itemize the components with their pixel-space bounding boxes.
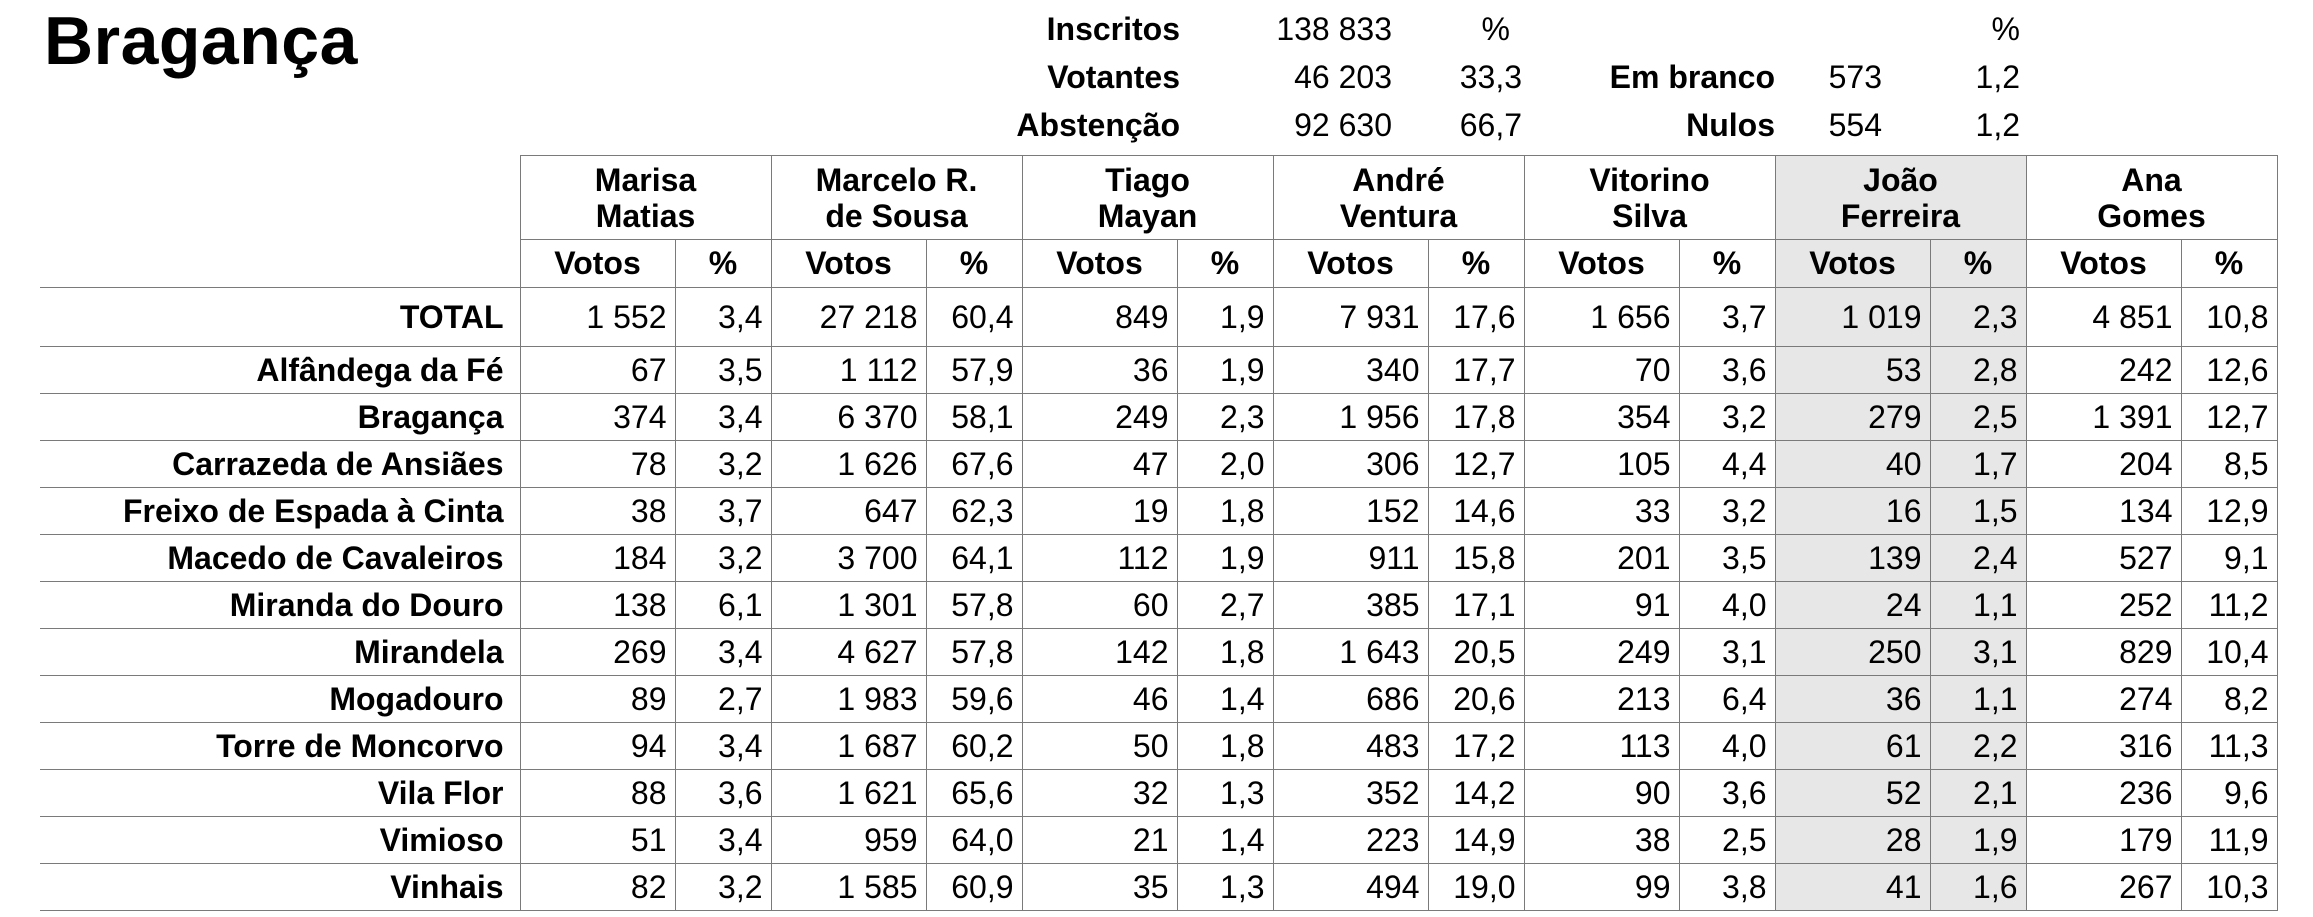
pct-cell: 3,7	[675, 488, 771, 535]
votes-cell: 279	[1775, 394, 1930, 441]
pct-cell: 1,4	[1177, 817, 1273, 864]
votes-cell: 36	[1022, 347, 1177, 394]
row-label: Torre de Moncorvo	[40, 723, 520, 770]
votes-cell: 7 931	[1273, 288, 1428, 347]
summary-value-abstention: 92 630	[1294, 107, 1392, 143]
votes-cell: 24	[1775, 582, 1930, 629]
votes-cell: 21	[1022, 817, 1177, 864]
votes-cell: 46	[1022, 676, 1177, 723]
pct-cell: 1,9	[1177, 347, 1273, 394]
votes-cell: 1 687	[771, 723, 926, 770]
pct-cell: 2,4	[1930, 535, 2026, 582]
row-label: Miranda do Douro	[40, 582, 520, 629]
pct-cell: 17,6	[1428, 288, 1524, 347]
votes-cell: 41	[1775, 864, 1930, 911]
votes-cell: 1 621	[771, 770, 926, 817]
table-row	[40, 770, 2277, 817]
votes-cell: 60	[1022, 582, 1177, 629]
row-label: Vinhais	[40, 864, 520, 911]
table-row	[40, 629, 2277, 676]
pct-cell: 1,1	[1930, 676, 2026, 723]
pct-cell: 2,7	[675, 676, 771, 723]
pct-cell: 1,3	[1177, 864, 1273, 911]
votes-cell: 242	[2026, 347, 2181, 394]
row-label: TOTAL	[40, 288, 520, 347]
corner-blank-sub	[40, 240, 520, 288]
pct-cell: 20,5	[1428, 629, 1524, 676]
pct-cell: 12,9	[2181, 488, 2277, 535]
summary-value-registered: 138 833	[1276, 11, 1392, 47]
pct-cell: 11,3	[2181, 723, 2277, 770]
votes-cell: 138	[520, 582, 675, 629]
subheader-row	[40, 240, 2277, 288]
pct-cell: 17,7	[1428, 347, 1524, 394]
summary-label-registered: Inscritos	[1046, 11, 1180, 47]
candidate-header-joao-ferreira: João Ferreira	[1775, 156, 2026, 240]
votes-cell: 38	[520, 488, 675, 535]
votes-cell: 306	[1273, 441, 1428, 488]
votes-cell: 70	[1524, 347, 1679, 394]
votes-cell: 36	[1775, 676, 1930, 723]
summary-pct-abstention: 66,7	[1459, 107, 1522, 143]
pct-cell: 3,4	[675, 817, 771, 864]
pct-cell: 3,1	[1930, 629, 2026, 676]
pct-cell: 1,8	[1177, 629, 1273, 676]
votes-cell: 352	[1273, 770, 1428, 817]
pct-cell: 2,2	[1930, 723, 2026, 770]
votes-subheader: Votos	[2026, 240, 2181, 288]
pct-cell: 1,9	[1177, 288, 1273, 347]
votes-cell: 250	[1775, 629, 1930, 676]
votes-cell: 51	[520, 817, 675, 864]
votes-cell: 105	[1524, 441, 1679, 488]
results-body	[40, 288, 2277, 911]
summary-pct-voters: 33,3	[1459, 59, 1522, 95]
table-row	[40, 535, 2277, 582]
row-label: Carrazeda de Ansiães	[40, 441, 520, 488]
pct-cell: 11,2	[2181, 582, 2277, 629]
pct-cell: 4,0	[1679, 723, 1775, 770]
votes-cell: 61	[1775, 723, 1930, 770]
pct-cell: 17,1	[1428, 582, 1524, 629]
votes-cell: 269	[520, 629, 675, 676]
votes-cell: 354	[1524, 394, 1679, 441]
votes-cell: 142	[1022, 629, 1177, 676]
votes-cell: 53	[1775, 347, 1930, 394]
pct-cell: 9,1	[2181, 535, 2277, 582]
pct-cell: 14,2	[1428, 770, 1524, 817]
pct-cell: 19,0	[1428, 864, 1524, 911]
table-row	[40, 817, 2277, 864]
pct-cell: 11,9	[2181, 817, 2277, 864]
pct-cell: 12,7	[2181, 394, 2277, 441]
votes-cell: 959	[771, 817, 926, 864]
summary-pct-null: 1,2	[1975, 107, 2020, 143]
candidate-header-vitorino-silva: Vitorino Silva	[1524, 156, 1775, 240]
pct-cell: 59,6	[926, 676, 1022, 723]
votes-cell: 849	[1022, 288, 1177, 347]
votes-cell: 1 626	[771, 441, 926, 488]
votes-cell: 94	[520, 723, 675, 770]
row-label: Freixo de Espada à Cinta	[40, 488, 520, 535]
votes-cell: 88	[520, 770, 675, 817]
votes-cell: 249	[1022, 394, 1177, 441]
votes-cell: 32	[1022, 770, 1177, 817]
votes-cell: 112	[1022, 535, 1177, 582]
candidate-header-tiago-mayan: Tiago Mayan	[1022, 156, 1273, 240]
pct-cell: 1,8	[1177, 488, 1273, 535]
pct-cell: 65,6	[926, 770, 1022, 817]
votes-cell: 82	[520, 864, 675, 911]
pct-subheader: %	[1428, 240, 1524, 288]
row-label: Vimioso	[40, 817, 520, 864]
pct-cell: 1,6	[1930, 864, 2026, 911]
votes-cell: 316	[2026, 723, 2181, 770]
row-label: Vila Flor	[40, 770, 520, 817]
votes-cell: 52	[1775, 770, 1930, 817]
row-label: Macedo de Cavaleiros	[40, 535, 520, 582]
pct-cell: 2,3	[1177, 394, 1273, 441]
pct-cell: 3,4	[675, 723, 771, 770]
pct-cell: 6,4	[1679, 676, 1775, 723]
votes-cell: 78	[520, 441, 675, 488]
votes-subheader: Votos	[771, 240, 926, 288]
votes-cell: 1 019	[1775, 288, 1930, 347]
pct-cell: 3,5	[1679, 535, 1775, 582]
votes-cell: 134	[2026, 488, 2181, 535]
votes-cell: 3 700	[771, 535, 926, 582]
row-label: Alfândega da Fé	[40, 347, 520, 394]
summary-value-blank: 573	[1828, 59, 1882, 95]
votes-cell: 1 983	[771, 676, 926, 723]
votes-cell: 483	[1273, 723, 1428, 770]
summary-label-abstention: Abstenção	[1016, 107, 1180, 143]
pct-cell: 3,1	[1679, 629, 1775, 676]
pct-cell: 3,2	[675, 864, 771, 911]
district-title: Bragança	[44, 3, 358, 79]
pct-cell: 17,8	[1428, 394, 1524, 441]
pct-cell: 58,1	[926, 394, 1022, 441]
votes-cell: 527	[2026, 535, 2181, 582]
pct-cell: 57,8	[926, 629, 1022, 676]
pct-cell: 3,4	[675, 288, 771, 347]
pct-cell: 8,5	[2181, 441, 2277, 488]
pct-cell: 62,3	[926, 488, 1022, 535]
votes-cell: 1 643	[1273, 629, 1428, 676]
pct-cell: 4,0	[1679, 582, 1775, 629]
pct-cell: 2,5	[1930, 394, 2026, 441]
pct-cell: 1,8	[1177, 723, 1273, 770]
pct-cell: 2,7	[1177, 582, 1273, 629]
votes-cell: 1 656	[1524, 288, 1679, 347]
votes-cell: 67	[520, 347, 675, 394]
votes-cell: 201	[1524, 535, 1679, 582]
votes-cell: 385	[1273, 582, 1428, 629]
votes-cell: 236	[2026, 770, 2181, 817]
table-row	[40, 582, 2277, 629]
votes-cell: 829	[2026, 629, 2181, 676]
pct-cell: 3,6	[675, 770, 771, 817]
candidate-header-row	[40, 156, 2277, 240]
total-row	[40, 288, 2277, 347]
pct-subheader: %	[675, 240, 771, 288]
summary-label-blank: Em branco	[1609, 59, 1775, 95]
pct-cell: 3,2	[675, 535, 771, 582]
pct-subheader: %	[2181, 240, 2277, 288]
results-table	[40, 155, 2278, 911]
row-label: Bragança	[40, 394, 520, 441]
pct-cell: 60,9	[926, 864, 1022, 911]
votes-subheader: Votos	[520, 240, 675, 288]
votes-cell: 113	[1524, 723, 1679, 770]
pct-cell: 9,6	[2181, 770, 2277, 817]
pct-cell: 10,4	[2181, 629, 2277, 676]
table-row	[40, 864, 2277, 911]
votes-cell: 1 552	[520, 288, 675, 347]
votes-cell: 47	[1022, 441, 1177, 488]
pct-cell: 20,6	[1428, 676, 1524, 723]
votes-cell: 267	[2026, 864, 2181, 911]
pct-cell: 60,2	[926, 723, 1022, 770]
candidate-header-andre-ventura: André Ventura	[1273, 156, 1524, 240]
pct-cell: 12,6	[2181, 347, 2277, 394]
pct-cell: 1,9	[1930, 817, 2026, 864]
votes-cell: 152	[1273, 488, 1428, 535]
pct-cell: 57,9	[926, 347, 1022, 394]
votes-cell: 1 391	[2026, 394, 2181, 441]
pct-cell: 15,8	[1428, 535, 1524, 582]
pct-cell: 67,6	[926, 441, 1022, 488]
votes-cell: 16	[1775, 488, 1930, 535]
votes-subheader: Votos	[1775, 240, 1930, 288]
votes-subheader: Votos	[1524, 240, 1679, 288]
pct-cell: 1,5	[1930, 488, 2026, 535]
pct-cell: 64,1	[926, 535, 1022, 582]
pct-cell: 2,8	[1930, 347, 2026, 394]
votes-cell: 38	[1524, 817, 1679, 864]
pct-cell: 3,4	[675, 394, 771, 441]
candidate-header-marcelo-sousa: Marcelo R. de Sousa	[771, 156, 1022, 240]
votes-cell: 27 218	[771, 288, 926, 347]
votes-cell: 1 585	[771, 864, 926, 911]
pct-cell: 14,9	[1428, 817, 1524, 864]
table-row	[40, 347, 2277, 394]
votes-cell: 340	[1273, 347, 1428, 394]
pct-cell: 1,4	[1177, 676, 1273, 723]
votes-cell: 1 956	[1273, 394, 1428, 441]
pct-cell: 60,4	[926, 288, 1022, 347]
pct-subheader: %	[1930, 240, 2026, 288]
pct-cell: 2,5	[1679, 817, 1775, 864]
votes-cell: 647	[771, 488, 926, 535]
pct-cell: 10,3	[2181, 864, 2277, 911]
votes-cell: 33	[1524, 488, 1679, 535]
pct-cell: 1,1	[1930, 582, 2026, 629]
votes-cell: 28	[1775, 817, 1930, 864]
votes-cell: 19	[1022, 488, 1177, 535]
pct-cell: 1,7	[1930, 441, 2026, 488]
votes-cell: 252	[2026, 582, 2181, 629]
pct-cell: 3,6	[1679, 347, 1775, 394]
pct-subheader: %	[1177, 240, 1273, 288]
votes-cell: 4 627	[771, 629, 926, 676]
summary-value-voters: 46 203	[1294, 59, 1392, 95]
pct-cell: 2,1	[1930, 770, 2026, 817]
votes-cell: 50	[1022, 723, 1177, 770]
candidate-header-marisa-matias: Marisa Matias	[520, 156, 771, 240]
votes-cell: 494	[1273, 864, 1428, 911]
table-row	[40, 394, 2277, 441]
votes-cell: 90	[1524, 770, 1679, 817]
pct-cell: 1,3	[1177, 770, 1273, 817]
pct-cell: 57,8	[926, 582, 1022, 629]
pct-cell: 12,7	[1428, 441, 1524, 488]
votes-cell: 1 301	[771, 582, 926, 629]
votes-cell: 911	[1273, 535, 1428, 582]
pct-cell: 3,2	[1679, 394, 1775, 441]
table-row	[40, 676, 2277, 723]
pct-cell: 6,1	[675, 582, 771, 629]
votes-cell: 6 370	[771, 394, 926, 441]
votes-cell: 35	[1022, 864, 1177, 911]
pct-cell: 8,2	[2181, 676, 2277, 723]
pct-cell: 3,8	[1679, 864, 1775, 911]
votes-cell: 204	[2026, 441, 2181, 488]
table-row	[40, 488, 2277, 535]
votes-cell: 139	[1775, 535, 1930, 582]
votes-subheader: Votos	[1273, 240, 1428, 288]
votes-cell: 1 112	[771, 347, 926, 394]
votes-subheader: Votos	[1022, 240, 1177, 288]
votes-cell: 249	[1524, 629, 1679, 676]
votes-cell: 274	[2026, 676, 2181, 723]
row-label: Mogadouro	[40, 676, 520, 723]
pct-cell: 1,9	[1177, 535, 1273, 582]
votes-cell: 179	[2026, 817, 2181, 864]
pct-subheader: %	[1679, 240, 1775, 288]
votes-cell: 99	[1524, 864, 1679, 911]
pct-cell: 3,2	[675, 441, 771, 488]
pct-cell: 2,0	[1177, 441, 1273, 488]
pct-cell: 3,6	[1679, 770, 1775, 817]
summary-right-pct-header: %	[1991, 11, 2020, 47]
summary-label-null: Nulos	[1686, 107, 1775, 143]
row-label: Mirandela	[40, 629, 520, 676]
summary-pct-blank: 1,2	[1975, 59, 2020, 95]
pct-cell: 3,2	[1679, 488, 1775, 535]
table-row	[40, 723, 2277, 770]
votes-cell: 223	[1273, 817, 1428, 864]
pct-cell: 3,5	[675, 347, 771, 394]
votes-cell: 184	[520, 535, 675, 582]
votes-cell: 374	[520, 394, 675, 441]
pct-cell: 14,6	[1428, 488, 1524, 535]
votes-cell: 40	[1775, 441, 1930, 488]
votes-cell: 91	[1524, 582, 1679, 629]
votes-cell: 686	[1273, 676, 1428, 723]
pct-cell: 2,3	[1930, 288, 2026, 347]
pct-subheader: %	[926, 240, 1022, 288]
pct-cell: 17,2	[1428, 723, 1524, 770]
candidate-header-ana-gomes: Ana Gomes	[2026, 156, 2277, 240]
table-row	[40, 441, 2277, 488]
summary-label-voters: Votantes	[1047, 59, 1180, 95]
votes-cell: 4 851	[2026, 288, 2181, 347]
summary-pct-header: %	[1481, 11, 1510, 47]
votes-cell: 213	[1524, 676, 1679, 723]
summary-value-null: 554	[1828, 107, 1882, 143]
pct-cell: 64,0	[926, 817, 1022, 864]
pct-cell: 10,8	[2181, 288, 2277, 347]
pct-cell: 3,4	[675, 629, 771, 676]
pct-cell: 3,7	[1679, 288, 1775, 347]
corner-blank	[40, 156, 520, 240]
pct-cell: 4,4	[1679, 441, 1775, 488]
votes-cell: 89	[520, 676, 675, 723]
